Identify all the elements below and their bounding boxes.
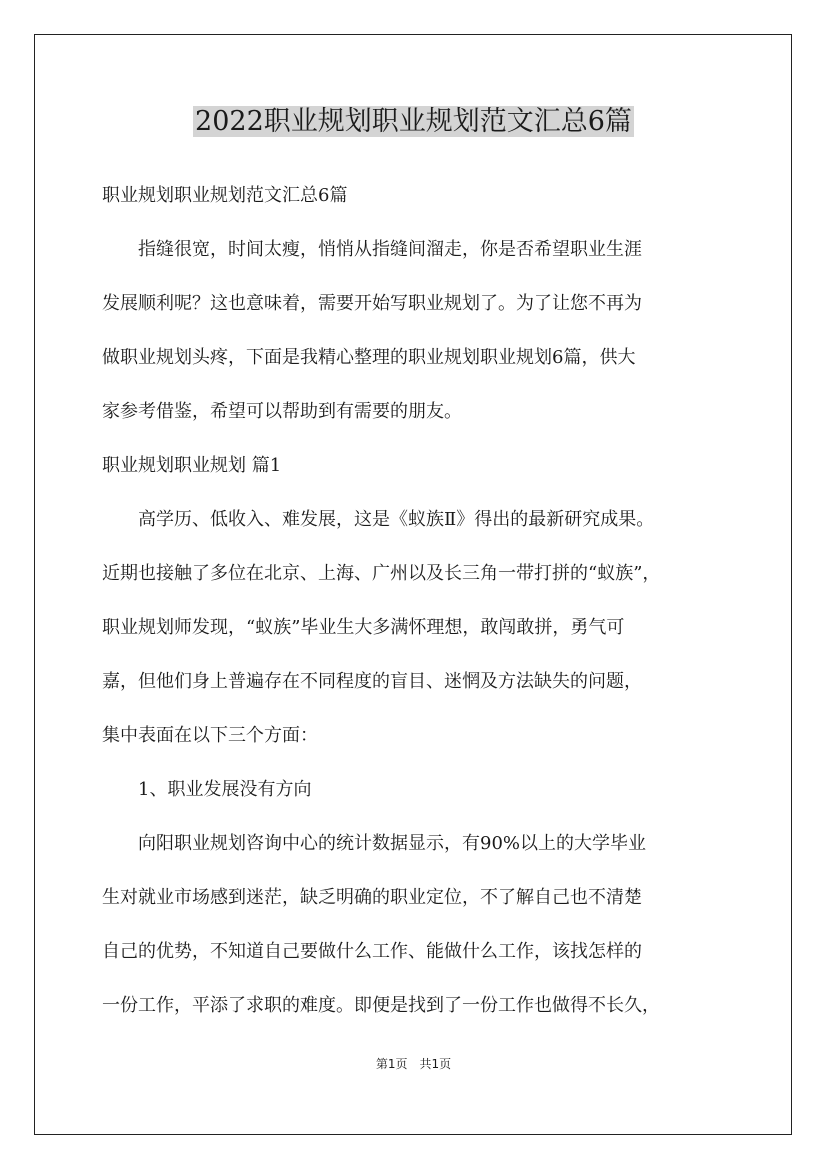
paragraph-line: 向阳职业规划咨询中心的统计数据显示，有90%以上的大学毕业: [102, 833, 647, 854]
paragraph-line: 家参考借鉴，希望可以帮助到有需要的朋友。: [102, 401, 462, 422]
list-item-heading: 1、职业发展没有方向: [102, 779, 312, 800]
paragraph-line: 近期也接触了多位在北京、上海、广州以及长三角一带打拼的“蚁族”，: [102, 563, 661, 584]
paragraph-line: 指缝很宽，时间太瘦，悄悄从指缝间溜走，你是否希望职业生涯: [102, 239, 642, 260]
document-subtitle: 职业规划职业规划范文汇总6篇: [102, 185, 348, 206]
paragraph-line: 做职业规划头疼，下面是我精心整理的职业规划职业规划6篇，供大: [102, 347, 636, 368]
section-heading: 职业规划职业规划 篇1: [102, 455, 282, 476]
document-title-text: 2022职业规划职业规划范文汇总6篇: [195, 106, 632, 137]
page-number-footer: 第1页 共1页: [375, 1057, 452, 1071]
paragraph-line: 嘉，但他们身上普遍存在不同程度的盲目、迷惘及方法缺失的问题，: [102, 671, 642, 692]
paragraph-line: 一份工作，平添了求职的难度。即便是找到了一份工作也做得不长久，: [102, 995, 660, 1016]
paragraph-line: 生对就业市场感到迷茫，缺乏明确的职业定位，不了解自己也不清楚: [102, 887, 642, 908]
paragraph-line: 集中表面在以下三个方面：: [102, 725, 318, 746]
document-title: [0, 102, 827, 142]
paragraph-line: 职业规划师发现，“蚁族”毕业生大多满怀理想，敢闯敢拼，勇气可: [102, 617, 625, 638]
paragraph-line: 发展顺利呢？这也意味着，需要开始写职业规划了。为了让您不再为: [102, 293, 642, 314]
paragraph-line: 自己的优势，不知道自己要做什么工作、能做什么工作，该找怎样的: [102, 941, 642, 962]
paragraph-line: 高学历、低收入、难发展，这是《蚁族Ⅱ》得出的最新研究成果。: [102, 509, 655, 530]
